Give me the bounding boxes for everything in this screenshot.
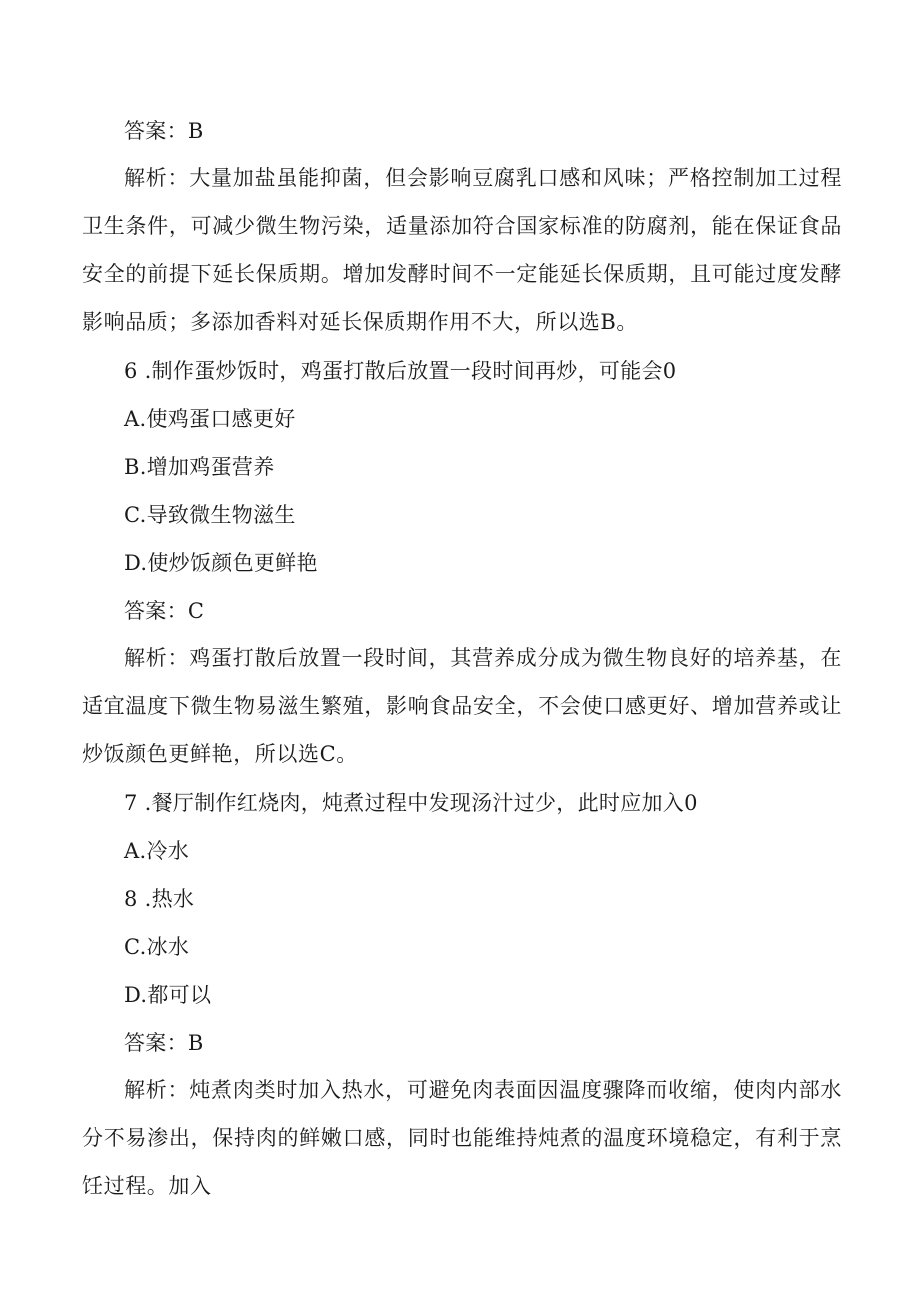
question-6: 6 .制作蛋炒饭时，鸡蛋打散后放置一段时间再炒，可能会0: [124, 359, 677, 383]
q6-option-d: D.使炒饭颜色更鲜艳: [124, 551, 318, 575]
explanation-q6: 解析：鸡蛋打散后放置一段时间，其营养成分成为微生物良好的培养基，在适宜温度下微生物易滋生繁殖，影响食品安全，不会使口感更好、增加营养或让炒饭颜色更鲜艳，所以选C。: [82, 646, 842, 766]
q7-option-b: 8 .热水: [124, 887, 195, 911]
q6-option-a: A.使鸡蛋口感更好: [124, 407, 296, 431]
q7-option-a: A.冷水: [124, 839, 190, 863]
q6-option-b: B.增加鸡蛋营养: [124, 455, 275, 479]
answer-q5: 答案：B: [124, 119, 204, 143]
explanation-q5: 解析：大量加盐虽能抑菌，但会影响豆腐乳口感和风味；严格控制加工过程卫生条件，可减少微生物污染，适量添加符合国家标准的防腐剂，能在保证食品安全的前提下延长保质期。增加发酵时间不一定能延长保质期，且可能过度发酵影响品质；多添加香料对延长保质期作用不大，所以选B。: [82, 166, 842, 334]
q7-option-d: D.都可以: [124, 983, 212, 1007]
q7-option-c: C.冰水: [124, 935, 190, 959]
answer-q7: 答案：B: [124, 1031, 204, 1055]
question-7: 7 .餐厅制作红烧肉，炖煮过程中发现汤汁过少，此时应加入0: [124, 791, 698, 815]
q6-option-c: C.导致微生物滋生: [124, 503, 296, 527]
explanation-q7: 解析：炖煮肉类时加入热水，可避免肉表面因温度骤降而收缩，使肉内部水分不易渗出，保持肉的鲜嫩口感，同时也能维持炖煮的温度环境稳定，有利于烹饪过程。加入: [82, 1078, 842, 1198]
answer-q6: 答案：C: [124, 599, 205, 623]
